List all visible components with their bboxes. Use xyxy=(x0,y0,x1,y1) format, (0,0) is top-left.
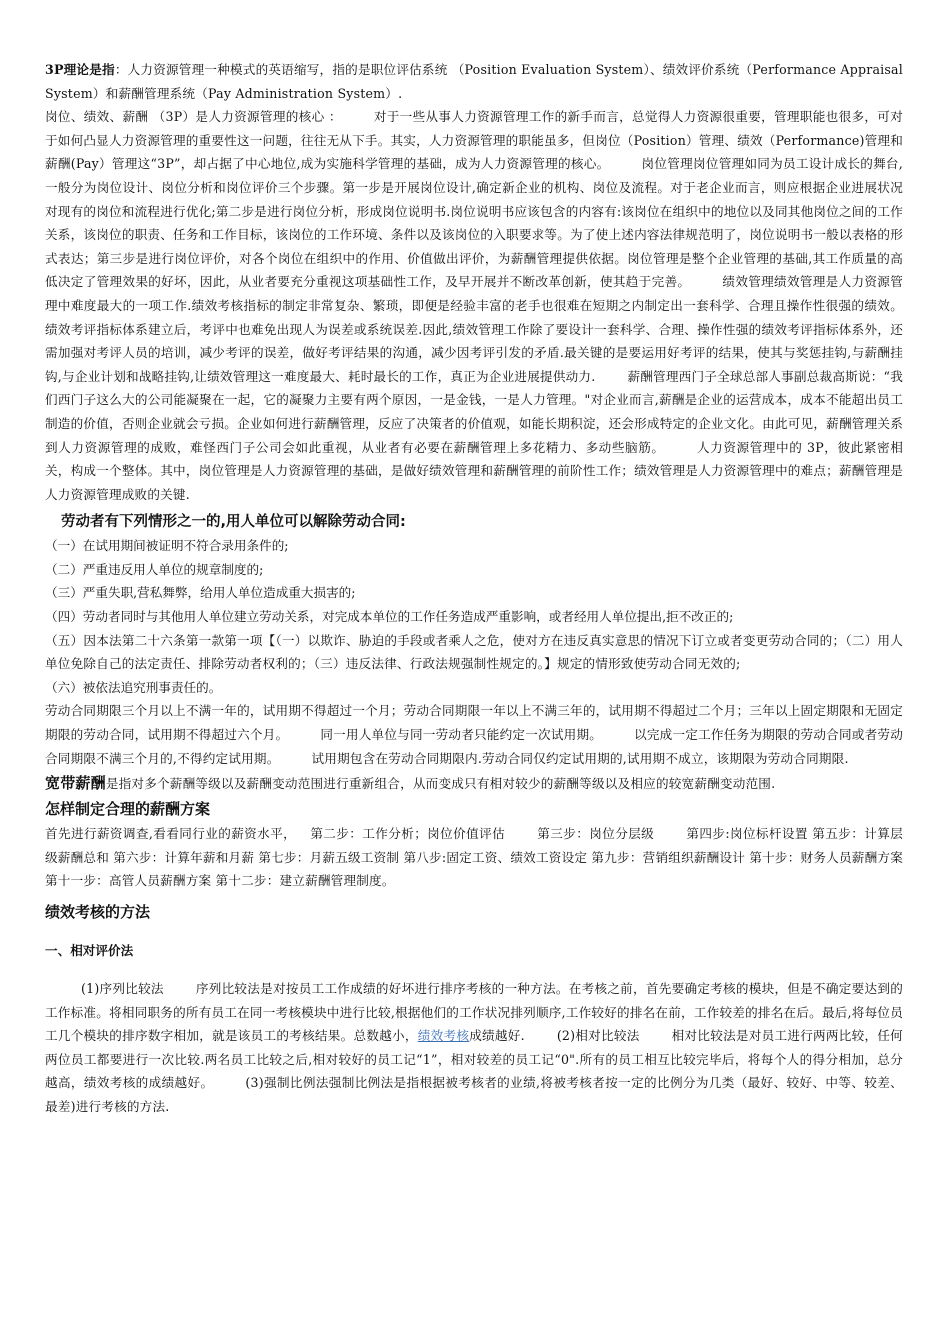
method-2-label: (2)相对比较法 xyxy=(556,1028,640,1044)
salary-plan-steps xyxy=(45,822,903,893)
method-2-text: 相对比较法是对员工进行两两比较，任何两位员工都要进行一次比较.两名员工比较之后,相对较好的员工记“1”，相对较差的员工记“0".所有的员工相互比较完毕后，将每个人的得分相加，总分越高，绩效考核的成绩越好。 xyxy=(45,1028,903,1091)
probation-limits: 劳动合同期限三个月以上不满一年的，试用期不得超过一个月；劳动合同期限一年以上不满三年的，试用期不得超过二个月；三年以上固定期限和无固定期限的劳动合同，试用期不得超过六个月。 xyxy=(45,703,903,743)
three-p-intro: 对于一些从事人力资源管理工作的新手而言，总觉得人力资源很重要，管理职能也很多，可对于如何凸显人力资源管理的重要性这一问题，往往无从下手。其实，人力资源管理的职能虽多，但岗位（Position）管理、绩效（Performance)管理和薪酬(Pay）管理这“3P”，却占据了中心地位,成为实施科学管理的基础，成为人力资源管理的核心。 xyxy=(45,109,903,172)
relative-methods-paragraph xyxy=(45,977,903,1119)
labor-contract-list xyxy=(45,534,903,699)
list-item: （二）严重违反用人单位的规章制度的; xyxy=(45,561,264,577)
salary-steps-rest: 第五步：计算层级薪酬总和 第六步：计算年薪和月薪 第七步：月薪五级工资制 第八步:固定工资、绩效工资设定 第九步：营销组织薪酬设计 第十步：财务人员薪酬方案 第十一步：高管人员薪酬方案 第十二步：建立薪酬管理制度。 xyxy=(45,826,903,889)
method-3-label: (3)强制比例法 xyxy=(245,1075,329,1091)
list-item: （一）在试用期间被证明不符合录用条件的; xyxy=(45,538,289,554)
broadband-pay-paragraph xyxy=(45,770,903,796)
document-page xyxy=(45,58,903,1119)
methods-title: 绩效考核的方法 xyxy=(45,903,151,921)
method-1-tail: 成绩越好. xyxy=(469,1028,525,1044)
three-p-text: ：人力资源管理一种模式的英语缩写，指的是职位评估系统 （Position Evaluation System）、绩效评价系统（Performance Appraisal System）和薪酬管理系统（Pay Administration System）. xyxy=(45,62,903,101)
labor-contract-title: 劳动者有下列情形之一的,用人单位可以解除劳动合同: xyxy=(61,514,406,531)
pay-management-text: 薪酬管理西门子全球总部人事副总裁高斯说：“我们西门子这么大的公司能凝聚在一起，它的凝聚力主要有两个原因，一是金钱，一是人力管理。"对企业而言,薪酬是企业的运营成本，成本不能超出员工制造的价值，否则企业就会亏损。企业如何进行薪酬管理，反应了决策者的价值观，如能长期积淀，还会形成特定的企业文化。由此可见，薪酬管理关系到人力资源管理的成败，难怪西门子公司会如此重视，从业者有必要在薪酬管理上多花精力、多动些脑筋。 xyxy=(45,368,903,455)
broadband-pay-term: 宽带薪酬 xyxy=(45,774,106,793)
three-p-definition xyxy=(45,58,903,105)
salary-step-3: 第三步：岗位分层级 xyxy=(537,826,655,842)
salary-step-1: 首先进行薪资调查,看看同行业的薪资水平， xyxy=(45,826,297,842)
probation-none: 以完成一定工作任务为期限的劳动合同或者劳动合同期限不满三个月的,不得约定试用期。 xyxy=(45,727,903,766)
three-p-core-paragraph xyxy=(45,105,903,506)
salary-plan-title: 怎样制定合理的薪酬方案 xyxy=(45,800,211,819)
list-item: （六）被依法追究刑事责任的。 xyxy=(45,679,222,695)
list-item: （四）劳动者同时与其他用人单位建立劳动关系，对完成本单位的工作任务造成严重影响，或者经用人单位提出,拒不改正的; xyxy=(45,609,734,625)
broadband-pay-text: 是指对多个薪酬等级以及薪酬变动范围进行重新组合，从而变成只有相对较少的薪酬等级以及相应的较宽薪酬变动范围. xyxy=(105,776,776,792)
position-management-text: 岗位管理岗位管理如同为员工设计成长的舞台,一般分为岗位设计、岗位分析和岗位评价三个步骤。第一步是开展岗位设计,确定新企业的机构、岗位及流程。对于老企业而言，则应根据企业进展状况对现有的岗位和流程进行优化;第二步是进行岗位分析，形成岗位说明书.岗位说明书应该包含的内容有:该岗位在组织中的地位以及同其他岗位之间的工作关系，该岗位的职责、任务和工作目标，该岗位的工作环境、条件以及该岗位的入职要求等。为了使上述内容法律规范明了，岗位说明书一般以表格的形式表达；第三步是进行岗位评价，对各个岗位在组织中的作用、价值做出评价，为薪酬管理提供依据。岗位管理是整个企业管理的基础,其工作质量的高低决定了管理效果的好坏，因此，从业者要充分重视这项基础性工作，及早开展并不断改革创新，使其趋于完善。 xyxy=(45,156,903,290)
probation-once: 同一用人单位与同一劳动者只能约定一次试用期。 xyxy=(320,727,603,743)
method-3-text: 强制比例法是指根据被考核者的业绩,将被考核者按一定的比例分为几类（最好、较好、中等、较差、最差)进行考核的方法. xyxy=(45,1075,903,1114)
probation-paragraph xyxy=(45,699,903,770)
three-p-core-heading: 岗位、绩效、薪酬 （3P）是人力资源管理的核心 ： xyxy=(45,109,342,125)
probation-included: 试用期包含在劳动合同期限内.劳动合同仅约定试用期的,试用期不成立，该期限为劳动合同期限. xyxy=(311,750,849,766)
list-item: （五）因本法第二十六条第一款第一项【（一）以欺诈、胁迫的手段或者乘人之危，使对方在违反真实意思的情况下订立或者变更劳动合同的；（二）用人单位免除自己的法定责任、排除劳动者权利的；（三）违反法律、行政法规强制性规定的。】规定的情形致使劳动合同无效的; xyxy=(45,632,903,672)
salary-step-2: 第二步：工作分析；岗位价值评估 xyxy=(310,826,506,842)
performance-appraisal-link[interactable]: 绩效考核 xyxy=(417,1028,470,1044)
three-p-lead: 3P理论是指 xyxy=(45,62,115,77)
relative-evaluation-heading: 一、相对评价法 xyxy=(45,943,134,958)
method-1-label: (1)序列比较法 xyxy=(81,981,164,996)
method-1-text: 序列比较法是对按员工工作成绩的好坏进行排序考核的一种方法。在考核之前，首先要确定考核的模块，但是不确定要达到的工作标准。将相同职务的所有员工在同一考核模块中进行比较,根据他们的工作状况排列顺序,工作较好的排名在前，工作较差的排名在后。最后,将每位员工几个模块的排序数字相加，就是该员工的考核结果。总数越小， xyxy=(45,981,903,1044)
salary-step-4: 第四步:岗位标杆设置 xyxy=(686,826,808,842)
list-item: （三）严重失职,营私舞弊，给用人单位造成重大损害的; xyxy=(45,585,356,601)
three-p-summary: 人力资源管理中的 3P，彼此紧密相关，构成一个整体。其中，岗位管理是人力资源管理的基础，是做好绩效管理和薪酬管理的前阶性工作；绩效管理是人力资源管理中的难点；薪酬管理是人力资源管理成败的关键. xyxy=(45,439,903,502)
performance-management-text: 绩效管理绩效管理是人力资源管理中难度最大的一项工作.绩效考核指标的制定非常复杂、繁琐，即便是经验丰富的老手也很难在短期之内制定出一套科学、合理且操作性很强的绩效。绩效考评指标体系建立后，考评中也难免出现人为误差或系统误差.因此,绩效管理工作除了要设计一套科学、合理、操作性强的绩效考评指标体系外，还需加强对考评人员的培训，减少考评的误差，做好考评结果的沟通，减少因考评引发的矛盾.最关键的是要运用好考评的结果，使其与奖惩挂钩,与薪酬挂钩,与企业计划和战略挂钩,让绩效管理这一难度最大、耗时最长的工作，真正为企业进展提供动力. xyxy=(45,274,903,384)
